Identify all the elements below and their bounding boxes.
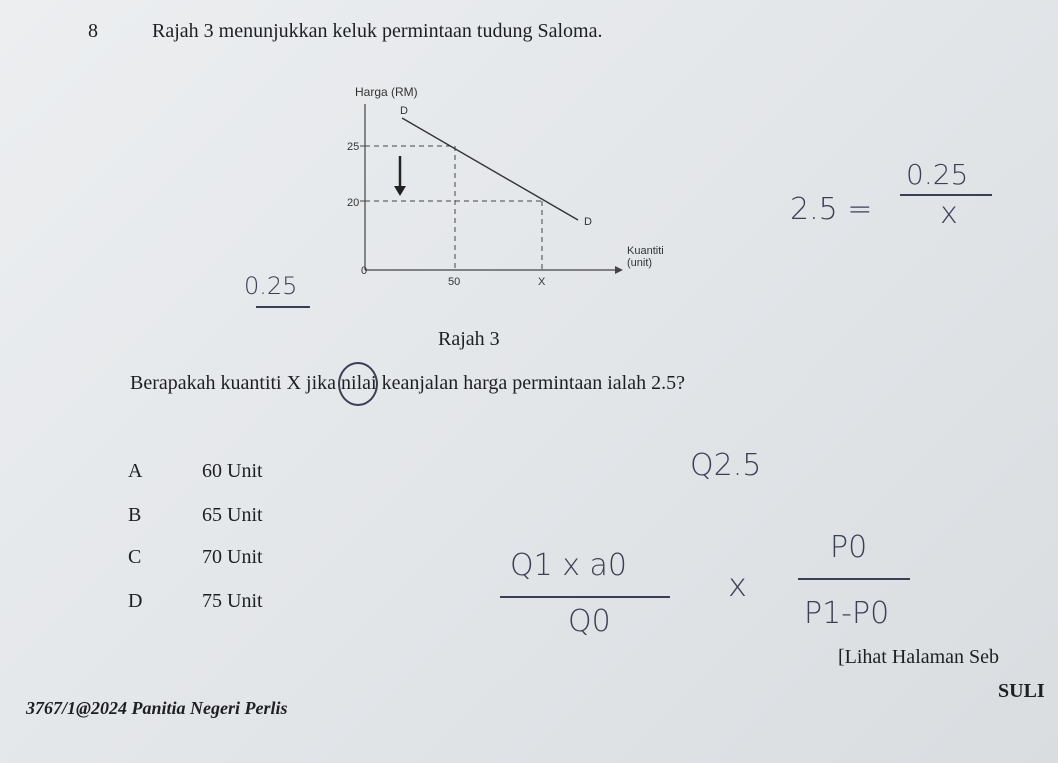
- footer-paper-code: 3767/1@2024 Panitia Negeri Perlis: [26, 698, 288, 718]
- footer-sulit: SULI: [998, 680, 1045, 702]
- price-drop-arrow-head: [394, 186, 406, 196]
- y-tick-20: 20: [347, 197, 360, 209]
- handwritten-formula2-denominator: P1-P0: [804, 596, 890, 631]
- option-c-letter: C: [128, 546, 142, 568]
- option-d-letter: D: [128, 590, 143, 612]
- x-tick-x: X: [538, 276, 546, 288]
- x-axis-label-unit: (unit): [627, 257, 653, 269]
- handwritten-equation-numerator: 0.25: [906, 158, 969, 191]
- handwritten-formula2-numerator: P0: [830, 530, 868, 565]
- handwritten-equation-lhs: 2.5 =: [790, 192, 873, 227]
- handwritten-formula-numerator: Q1 x a0: [510, 548, 627, 583]
- demand-chart: [230, 80, 690, 300]
- demand-curve: [402, 118, 578, 220]
- option-b-letter: B: [128, 504, 142, 526]
- x-axis-arrow: [615, 266, 623, 274]
- option-b-value: 65 Unit: [202, 504, 263, 526]
- handwritten-note-q: Q2.5: [690, 448, 762, 483]
- option-a-value: 60 Unit: [202, 460, 263, 482]
- curve-label-top: D: [400, 105, 408, 117]
- handwritten-formula-bar: [500, 596, 670, 598]
- handwritten-formula-denominator: Q0: [568, 604, 611, 639]
- figure-caption: Rajah 3: [438, 328, 500, 350]
- y-axis-label: Harga (RM): [355, 85, 418, 99]
- curve-label-bottom: D: [584, 216, 592, 228]
- handwritten-equation-denominator: x: [940, 196, 958, 231]
- question-number: 8: [88, 20, 98, 42]
- option-a-letter: A: [128, 460, 143, 482]
- footer-next-page: [Lihat Halaman Seb: [838, 646, 1000, 668]
- handwritten-fraction-left: 0.25: [244, 272, 298, 300]
- question-intro: Rajah 3 menunjukkan keluk permintaan tudung Saloma.: [152, 20, 603, 42]
- option-d-value: 75 Unit: [202, 590, 263, 612]
- handwritten-circle: [338, 362, 378, 406]
- option-c-value: 70 Unit: [202, 546, 263, 568]
- question-text: Berapakah kuantiti X jika nilai keanjalan harga permintaan ialah 2.5?: [130, 372, 685, 394]
- handwritten-times: x: [728, 566, 747, 604]
- handwritten-underline: [256, 306, 310, 308]
- x-tick-50: 50: [448, 276, 461, 288]
- x-axis-label-kuantiti: Kuantiti: [627, 245, 664, 257]
- origin-label: 0: [361, 265, 368, 277]
- handwritten-formula2-bar: [798, 578, 910, 580]
- y-tick-25: 25: [347, 141, 360, 153]
